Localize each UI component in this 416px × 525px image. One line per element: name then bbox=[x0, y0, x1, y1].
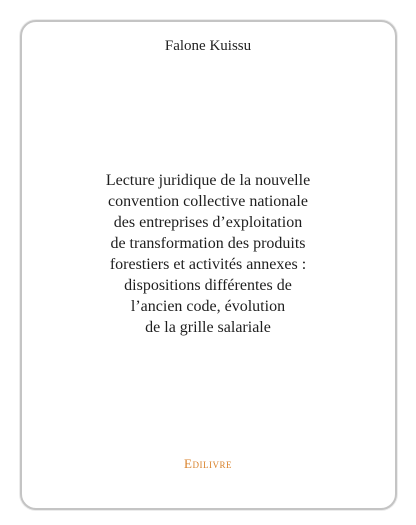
title-line: de transformation des produits bbox=[110, 235, 306, 252]
title-line: l’ancien code, évolution bbox=[130, 298, 286, 315]
publisher-logo: Edilivre bbox=[184, 456, 232, 471]
title-line: Lecture juridique de la nouvelle bbox=[105, 172, 311, 189]
title-line: forestiers et activités annexes : bbox=[109, 256, 307, 273]
title-line: de la grille salariale bbox=[145, 319, 271, 336]
book-title bbox=[20, 170, 396, 338]
title-line: des entreprises d’exploitation bbox=[113, 214, 303, 231]
author-name: Falone Kuissu bbox=[164, 38, 252, 54]
title-line: dispositions différentes de bbox=[124, 277, 292, 294]
title-line: convention collective nationale bbox=[108, 193, 308, 210]
